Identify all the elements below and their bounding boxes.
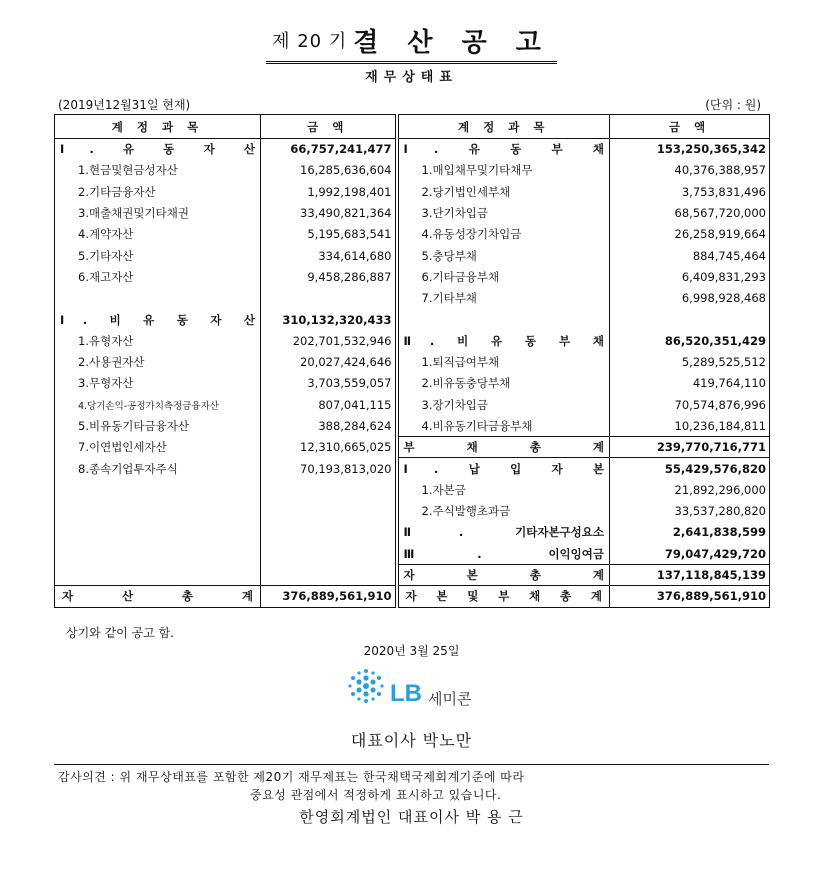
right-account-cell	[397, 139, 610, 160]
table-row	[55, 181, 770, 202]
left-account-cell	[55, 288, 261, 309]
left-amount-cell: 388,284,624	[261, 415, 397, 436]
table-header-row	[55, 115, 770, 139]
total-liabilities-equity-amount-cell: 376,889,561,910	[610, 586, 770, 607]
company-logo	[346, 662, 486, 712]
left-account-cell	[55, 394, 261, 415]
right-amount-cell: 2,641,838,599	[610, 522, 770, 543]
as-of-date: (2019년12월31일 현재)	[58, 98, 191, 112]
left-amount-cell: 16,285,636,604	[261, 160, 397, 181]
right-account-cell	[397, 351, 610, 372]
right-amount-cell: 6,998,928,468	[610, 288, 770, 309]
table-row	[55, 288, 770, 309]
right-account-label: Ⅲ. 이익잉여금	[403, 546, 604, 561]
left-amount-cell	[261, 564, 397, 585]
right-amount-cell: 884,745,464	[610, 245, 770, 266]
right-account-cell	[397, 501, 610, 522]
right-account-cell	[397, 202, 610, 223]
right-account-cell	[397, 373, 610, 394]
left-account-cell	[55, 181, 261, 202]
table-row	[55, 522, 770, 543]
left-amount-cell	[261, 479, 397, 500]
total-assets-label: 자 산 총 계	[62, 589, 253, 604]
statement-text: 상기와 같이 공고 함.	[66, 626, 174, 640]
right-amount-cell: 3,753,831,496	[610, 181, 770, 202]
auditor-name: 한영회계법인 대표이사 박 용 근	[299, 808, 524, 826]
right-account-cell	[397, 266, 610, 287]
left-account-cell	[55, 245, 261, 266]
table-row	[55, 266, 770, 287]
notice-title-wrap	[0, 22, 823, 64]
right-amount-cell: 6,409,831,293	[610, 266, 770, 287]
left-account-label: Ⅰ. 비 유 동 자 산	[60, 312, 255, 327]
right-account-label: 3.장기차입금	[421, 397, 489, 412]
right-amount-cell: 40,376,388,957	[610, 160, 770, 181]
left-account-cell	[55, 160, 261, 181]
left-account-cell	[55, 266, 261, 287]
header-account-left: 계 정 과 목	[55, 115, 261, 139]
total-assets-amount-cell: 376,889,561,910	[261, 586, 397, 607]
left-account-cell	[55, 330, 261, 351]
left-amount-cell	[261, 501, 397, 522]
left-account-label: 4.당기손익-공정가치측정금융자산	[78, 400, 219, 412]
right-account-label: 6.기타금융부채	[421, 269, 500, 284]
right-account-cell	[397, 181, 610, 202]
right-amount-cell: 33,537,280,820	[610, 501, 770, 522]
right-account-label: 7.기타부채	[421, 291, 477, 306]
left-amount-cell: 9,458,286,887	[261, 266, 397, 287]
left-amount-cell: 334,614,680	[261, 245, 397, 266]
right-amount-cell: 137,118,845,139	[610, 564, 770, 585]
left-account-label: 1.유형자산	[78, 333, 134, 348]
table-row	[55, 564, 770, 585]
table-row	[55, 224, 770, 245]
left-account-cell	[55, 224, 261, 245]
notice-title	[266, 22, 557, 64]
statement-subtitle: 재무상태표	[365, 70, 458, 85]
left-account-label: 5.비유동기타금융자산	[78, 419, 189, 433]
right-account-cell	[397, 288, 610, 309]
table-row	[55, 543, 770, 564]
left-account-label: 1.현금및현금성자산	[78, 163, 178, 178]
left-account-cell	[55, 458, 261, 479]
total-row	[55, 586, 770, 607]
table-row	[55, 373, 770, 394]
right-amount-cell: 153,250,365,342	[610, 139, 770, 160]
left-account-label: 7.이연법인세자산	[78, 440, 167, 455]
table-row	[55, 437, 770, 458]
right-account-label: 1.자본금	[421, 482, 466, 497]
right-account-cell	[397, 522, 610, 543]
logo-lb-text: LB	[390, 680, 422, 707]
right-account-label: Ⅱ. 비 유 동 부 채	[403, 333, 604, 348]
right-account-label: 1.퇴직급여부채	[421, 355, 500, 370]
table-row	[55, 415, 770, 436]
left-amount-cell: 66,757,241,477	[261, 139, 397, 160]
left-account-label: 3.매출채권및기타채권	[78, 206, 189, 221]
right-amount-cell: 26,258,919,664	[610, 224, 770, 245]
left-account-cell	[55, 543, 261, 564]
right-account-label: 3.단기차입금	[421, 206, 489, 221]
right-account-label: Ⅰ. 유 동 부 채	[403, 142, 604, 157]
right-amount-cell: 419,764,110	[610, 373, 770, 394]
left-account-label: 4.계약자산	[78, 227, 134, 242]
table-row	[55, 202, 770, 223]
header-account-right: 계 정 과 목	[397, 115, 610, 139]
left-account-label: 6.재고자산	[78, 269, 134, 284]
left-amount-cell: 310,132,320,433	[261, 309, 397, 330]
left-account-cell	[55, 437, 261, 458]
header-amount-left: 금 액	[261, 115, 397, 139]
right-amount-cell: 70,574,876,996	[610, 394, 770, 415]
right-amount-cell: 55,429,576,820	[610, 458, 770, 479]
audit-opinion-line1: 감사의견 : 위 재무상태표를 포함한 제20기 재무제표는 한국채택국제회계기준에 따라	[58, 770, 525, 784]
left-account-cell	[55, 522, 261, 543]
right-amount-cell: 68,567,720,000	[610, 202, 770, 223]
header-amount-right: 금 액	[610, 115, 770, 139]
left-amount-cell: 70,193,813,020	[261, 458, 397, 479]
right-amount-cell: 5,289,525,512	[610, 351, 770, 372]
right-account-cell	[397, 458, 610, 479]
left-account-label: 2.기타금융자산	[78, 184, 156, 199]
ceo-name: 대표이사 박노만	[350, 731, 473, 750]
right-account-label: 5.충당부채	[421, 248, 477, 263]
logo-company-name: 세미콘	[428, 690, 472, 708]
left-amount-cell: 12,310,665,025	[261, 437, 397, 458]
right-account-cell	[397, 394, 610, 415]
right-account-cell	[397, 564, 610, 585]
left-amount-cell: 202,701,532,946	[261, 330, 397, 351]
right-amount-cell: 10,236,184,811	[610, 415, 770, 436]
left-account-cell	[55, 415, 261, 436]
table-row	[55, 501, 770, 522]
left-amount-cell	[261, 288, 397, 309]
right-account-label: 부 채 총 계	[403, 440, 604, 455]
left-account-cell	[55, 309, 261, 330]
left-amount-cell: 1,992,198,401	[261, 181, 397, 202]
right-account-cell	[397, 543, 610, 564]
left-account-label: Ⅰ. 유 동 자 산	[60, 142, 255, 157]
left-amount-cell: 3,703,559,057	[261, 373, 397, 394]
opinion-divider	[54, 764, 769, 765]
left-amount-cell: 33,490,821,364	[261, 202, 397, 223]
audit-opinion-line2: 중요성 관점에서 적정하게 표시하고 있습니다.	[250, 788, 502, 802]
table-row	[55, 394, 770, 415]
right-account-cell	[397, 437, 610, 458]
table-row	[55, 160, 770, 181]
title-main: 결 산 공 고	[353, 28, 551, 58]
table-row	[55, 309, 770, 330]
table-row	[55, 245, 770, 266]
unit-label: (단위 : 원)	[705, 98, 761, 112]
table-row	[55, 330, 770, 351]
left-amount-cell: 5,195,683,541	[261, 224, 397, 245]
left-account-label: 8.종속기업투자주식	[78, 461, 178, 476]
left-account-label: 5.기타자산	[78, 248, 134, 263]
right-account-label: 1.매입채무및기타채무	[421, 163, 533, 178]
publication-date: 2020년 3월 25일	[363, 644, 460, 658]
left-amount-cell	[261, 543, 397, 564]
table-row	[55, 139, 770, 160]
left-account-cell	[55, 351, 261, 372]
balance-sheet-table	[54, 114, 770, 608]
left-account-cell	[55, 501, 261, 522]
left-account-cell	[55, 479, 261, 500]
snowflake-logo-icon	[346, 666, 386, 706]
left-account-cell	[55, 139, 261, 160]
right-account-cell	[397, 224, 610, 245]
right-account-cell	[397, 415, 610, 436]
table-row	[55, 479, 770, 500]
left-account-cell	[55, 564, 261, 585]
left-amount-cell	[261, 522, 397, 543]
right-amount-cell: 239,770,716,771	[610, 437, 770, 458]
right-account-label: 4.유동성장기차입금	[421, 227, 522, 242]
right-account-cell	[397, 330, 610, 351]
total-liabilities-equity-label-cell	[397, 586, 610, 607]
right-account-label: 2.비유동충당부채	[421, 376, 511, 391]
right-account-label: 2.주식발행초과금	[421, 504, 511, 519]
right-account-label: Ⅱ. 기타자본구성요소	[403, 525, 604, 540]
right-amount-cell	[610, 309, 770, 330]
total-assets-label-cell	[55, 586, 261, 607]
right-amount-cell: 21,892,296,000	[610, 479, 770, 500]
right-account-label: 자 본 총 계	[403, 568, 604, 583]
right-account-cell	[397, 160, 610, 181]
right-amount-cell: 79,047,429,720	[610, 543, 770, 564]
left-account-label: 2.사용권자산	[78, 355, 145, 370]
right-amount-cell: 86,520,351,429	[610, 330, 770, 351]
left-amount-cell: 20,027,424,646	[261, 351, 397, 372]
left-account-cell	[55, 373, 261, 394]
title-term: 제 20 기	[272, 31, 348, 52]
right-account-cell	[397, 479, 610, 500]
right-account-cell	[397, 309, 610, 330]
right-account-label: 2.당기법인세부채	[421, 184, 511, 199]
left-account-label: 3.무형자산	[78, 376, 134, 391]
right-account-label: 4.비유동기타금융부채	[421, 418, 533, 433]
right-account-label: Ⅰ. 납 입 자 본	[403, 461, 604, 476]
right-account-cell	[397, 245, 610, 266]
table-row	[55, 351, 770, 372]
left-amount-cell: 807,041,115	[261, 394, 397, 415]
left-account-cell	[55, 202, 261, 223]
table-row	[55, 458, 770, 479]
total-liabilities-equity-label: 자 본 및 부 채 총 계	[405, 589, 602, 604]
